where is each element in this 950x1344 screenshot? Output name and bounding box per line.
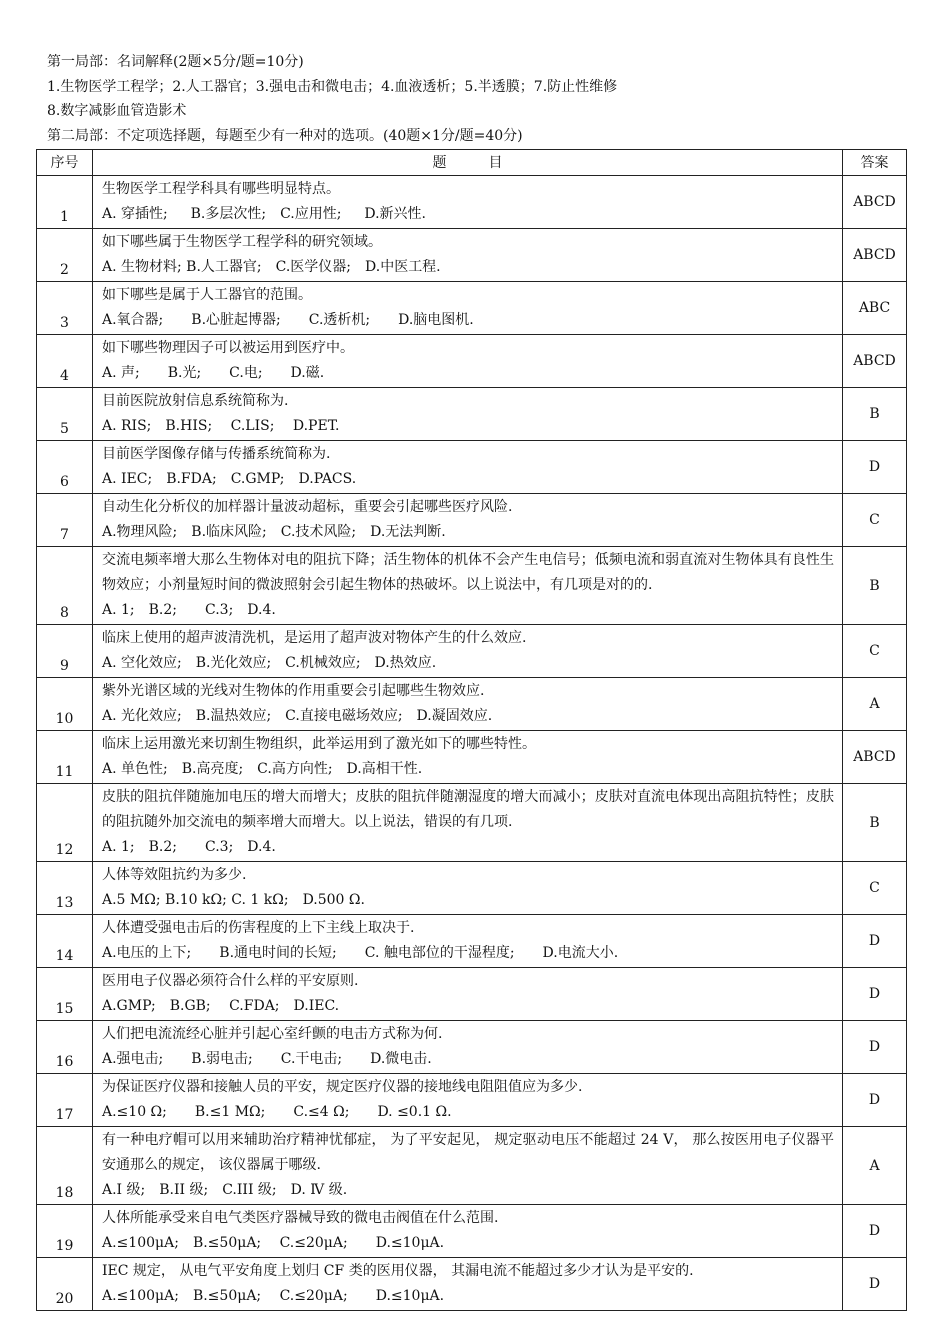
question-number: 16 <box>37 1021 93 1074</box>
question-options: A. 声; B.光; C.电; D.磁. <box>102 365 325 381</box>
question-number: 20 <box>37 1258 93 1311</box>
question-options: A.≤10 Ω; B.≤1 MΩ; C.≤4 Ω; D. ≤0.1 Ω. <box>102 1104 452 1120</box>
question-options: A. 1; B.2; C.3; D.4. <box>102 839 276 855</box>
answer-cell: B <box>843 388 907 441</box>
question-stem: 目前医院放射信息系统简称为. <box>102 393 289 409</box>
table-row <box>37 335 907 388</box>
question-number: 8 <box>37 547 93 625</box>
question-options: A.物理风险; B.临床风险; C.技术风险; D.无法判断. <box>102 524 446 540</box>
question-number: 4 <box>37 335 93 388</box>
question-options: A.I 级; B.II 级; C.III 级; D. Ⅳ 级. <box>102 1182 348 1198</box>
answer-cell: D <box>843 441 907 494</box>
question-cell <box>93 1127 843 1205</box>
answer-cell: ABCD <box>843 335 907 388</box>
answer-cell: C <box>843 862 907 915</box>
question-stem: IEC 规定， 从电气平安角度上划归 CF 类的医用仪器， 其漏电流不能超过多少才认为是平安的. <box>102 1263 694 1279</box>
table-row <box>37 915 907 968</box>
question-cell <box>93 1074 843 1127</box>
question-stem: 自动生化分析仪的加样器计量波动超标，重要会引起哪些医疗风险. <box>102 499 513 515</box>
question-number: 19 <box>37 1205 93 1258</box>
question-number: 17 <box>37 1074 93 1127</box>
question-options: A. 光化效应; B.温热效应; C.直接电磁场效应; D.凝固效应. <box>102 708 493 724</box>
part1-terms-continued: 8.数字减影血管造影术 <box>47 103 187 119</box>
answer-cell: ABC <box>843 282 907 335</box>
table-body <box>37 176 907 1311</box>
question-options: A. 1; B.2; C.3; D.4. <box>102 602 276 618</box>
table-row <box>37 625 907 678</box>
answer-cell: B <box>843 784 907 862</box>
question-cell <box>93 229 843 282</box>
table-row <box>37 176 907 229</box>
question-number: 2 <box>37 229 93 282</box>
table-row <box>37 968 907 1021</box>
question-cell <box>93 335 843 388</box>
question-number: 15 <box>37 968 93 1021</box>
question-cell <box>93 282 843 335</box>
table-row <box>37 1127 907 1205</box>
question-cell <box>93 388 843 441</box>
question-number: 9 <box>37 625 93 678</box>
question-stem: 有一种电疗帽可以用来辅助治疗精神忧郁症， 为了平安起见， 规定驱动电压不能超过 24 V， 那么按医用电子仪器平安通那么的规定， 该仪器属于哪级. <box>102 1132 834 1173</box>
header-question: 题 目 <box>93 150 843 176</box>
question-cell <box>93 1205 843 1258</box>
table-row <box>37 547 907 625</box>
answer-cell: D <box>843 1021 907 1074</box>
question-number: 7 <box>37 494 93 547</box>
question-cell <box>93 968 843 1021</box>
table-row <box>37 862 907 915</box>
question-stem: 医用电子仪器必须符合什么样的平安原则. <box>102 973 359 989</box>
question-number: 13 <box>37 862 93 915</box>
question-options: A. RIS; B.HIS; C.LIS; D.PET. <box>102 418 340 434</box>
header-number: 序号 <box>37 150 93 176</box>
table-row <box>37 1074 907 1127</box>
answer-cell: ABCD <box>843 229 907 282</box>
question-number: 6 <box>37 441 93 494</box>
question-options: A. 穿插性; B.多层次性; C.应用性; D.新兴性. <box>102 206 426 222</box>
question-cell <box>93 678 843 731</box>
question-cell <box>93 441 843 494</box>
question-stem: 人体所能承受来自电气类医疗器械导致的微电击阀值在什么范围. <box>102 1210 499 1226</box>
table-row <box>37 1205 907 1258</box>
table-header-row <box>37 150 907 176</box>
part1-heading: 第一局部：名词解释(2题×5分/题=10分) <box>47 54 304 70</box>
table-row <box>37 731 907 784</box>
answer-cell: B <box>843 547 907 625</box>
header-answer: 答案 <box>843 150 907 176</box>
answer-cell: C <box>843 625 907 678</box>
answer-cell: ABCD <box>843 176 907 229</box>
question-options: A.氧合器; B.心脏起博器; C.透析机; D.脑电图机. <box>102 312 474 328</box>
table-row <box>37 1021 907 1074</box>
question-stem: 人体等效阻抗约为多少. <box>102 867 247 883</box>
question-options: A.≤100μA; B.≤50μA; C.≤20μA; D.≤10μA. <box>102 1235 445 1251</box>
question-options: A. 生物材料; B.人工器官; C.医学仪器; D.中医工程. <box>102 259 441 275</box>
question-stem: 人体遭受强电击后的伤害程度的上下主线上取决于. <box>102 920 415 936</box>
question-stem: 如下哪些属于生物医学工程学科的研究领域。 <box>102 234 382 250</box>
question-number: 3 <box>37 282 93 335</box>
table-row <box>37 678 907 731</box>
answer-cell: D <box>843 915 907 968</box>
table-row <box>37 494 907 547</box>
question-options: A.电压的上下; B.通电时间的长短; C. 触电部位的干湿程度; D.电流大小. <box>102 945 619 961</box>
question-options: A.5 MΩ; B.10 kΩ; C. 1 kΩ; D.500 Ω. <box>102 892 365 908</box>
question-cell <box>93 1258 843 1311</box>
answer-cell: C <box>843 494 907 547</box>
question-number: 10 <box>37 678 93 731</box>
table-row <box>37 388 907 441</box>
question-cell <box>93 862 843 915</box>
answer-cell: D <box>843 1074 907 1127</box>
question-cell <box>93 784 843 862</box>
answer-cell: D <box>843 968 907 1021</box>
intro-section <box>47 50 917 148</box>
answer-cell: A <box>843 1127 907 1205</box>
question-number: 1 <box>37 176 93 229</box>
question-table <box>36 149 907 1311</box>
question-cell <box>93 1021 843 1074</box>
question-stem: 皮肤的阻抗伴随施加电压的增大而增大；皮肤的阻抗伴随潮湿度的增大而减小；皮肤对直流电体现出高阻抗特性；皮肤的阻抗随外加交流电的频率增大而增大。以上说法，错误的有几项. <box>102 789 834 830</box>
question-number: 5 <box>37 388 93 441</box>
table-row <box>37 441 907 494</box>
answer-cell: ABCD <box>843 731 907 784</box>
part2-heading: 第二局部：不定项选择题，每题至少有一种对的选项。(40题×1分/题=40分) <box>47 127 523 144</box>
question-cell <box>93 176 843 229</box>
question-options: A. 空化效应; B.光化效应; C.机械效应; D.热效应. <box>102 655 437 671</box>
answer-cell: D <box>843 1258 907 1311</box>
question-options: A.强电击; B.弱电击; C.干电击; D.微电击. <box>102 1051 432 1067</box>
table-row <box>37 784 907 862</box>
question-cell <box>93 915 843 968</box>
question-stem: 交流电频率增大那么生物体对电的阻抗下降；活生物体的机体不会产生电信号；低频电流和弱直流对生物体具有良性生物效应；小剂量短时间的微波照射会引起生物体的热破坏。以上说法中，有几项是对的的. <box>102 552 834 593</box>
answer-cell: D <box>843 1205 907 1258</box>
question-number: 18 <box>37 1127 93 1205</box>
question-stem: 临床上使用的超声波清洗机，是运用了超声波对物体产生的什么效应. <box>102 630 527 646</box>
question-stem: 如下哪些物理因子可以被运用到医疗中。 <box>102 340 354 356</box>
question-options: A. IEC; B.FDA; C.GMP; D.PACS. <box>102 471 357 487</box>
question-stem: 人们把电流流经心脏并引起心室纤颤的电击方式称为何. <box>102 1026 443 1042</box>
question-cell <box>93 625 843 678</box>
table-row <box>37 229 907 282</box>
question-cell <box>93 731 843 784</box>
question-stem: 如下哪些是属于人工器官的范围。 <box>102 287 312 303</box>
question-stem: 紫外光谱区域的光线对生物体的作用重要会引起哪些生物效应. <box>102 683 485 699</box>
question-number: 14 <box>37 915 93 968</box>
question-options: A.GMP; B.GB; C.FDA; D.IEC. <box>102 998 340 1014</box>
question-number: 12 <box>37 784 93 862</box>
question-options: A. 单色性; B.高亮度; C.高方向性; D.高相干性. <box>102 761 423 777</box>
question-stem: 生物医学工程学科具有哪些明显特点。 <box>102 181 340 197</box>
question-stem: 为保证医疗仪器和接触人员的平安，规定医疗仪器的接地线电阻阻值应为多少. <box>102 1079 583 1095</box>
question-cell <box>93 547 843 625</box>
part1-terms: 1.生物医学工程学；2.人工器官；3.强电击和微电击；4.血液透析；5.半透膜；7.防止性维修 <box>47 78 618 95</box>
table-row <box>37 282 907 335</box>
table-row <box>37 1258 907 1311</box>
question-stem: 临床上运用激光来切割生物组织，此举运用到了激光如下的哪些特性。 <box>102 736 536 752</box>
question-cell <box>93 494 843 547</box>
answer-cell: A <box>843 678 907 731</box>
question-stem: 目前医学图像存储与传播系统简称为. <box>102 446 331 462</box>
question-number: 11 <box>37 731 93 784</box>
question-options: A.≤100μA; B.≤50μA; C.≤20μA; D.≤10μA. <box>102 1288 445 1304</box>
